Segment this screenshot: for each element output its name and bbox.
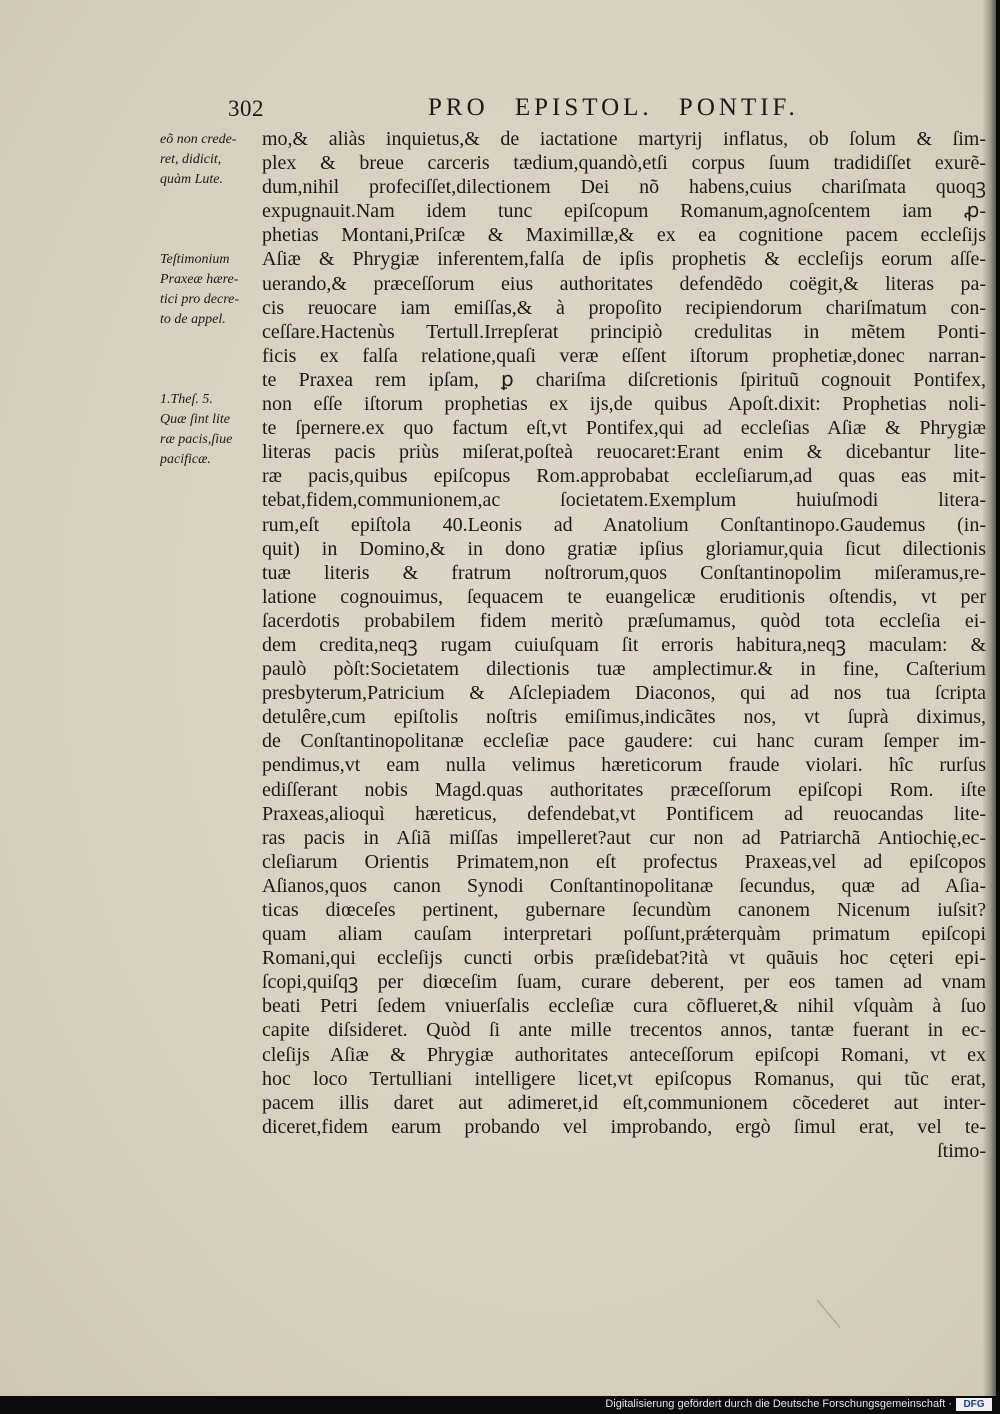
margin-note-line: tici pro decre-	[160, 292, 240, 307]
text-line: te ſpernere.ex quo factum eſt,vt Pontifex,qui ad eccleſias Aſiæ & Phrygiæ	[262, 417, 986, 440]
text-line: pacem illis daret aut adimeret,id eſt,communionem cõcederet aut inter-	[262, 1091, 986, 1114]
text-line: detulêre,cum epiſtolis noſtris emiſimus,indicãtes nos, vt ſuprà diximus,	[262, 706, 986, 729]
text-line: ficis ex falſa relatione,quaſi veræ eſſent iſtorum prophetiæ,donec narran-	[262, 344, 986, 367]
funding-credit: Digitalisierung gefördert durch die Deutsche Forschungsgemeinschaft ·	[605, 1398, 952, 1410]
text-line: Aſianos,quos canon Synodi Conſtantinopolitanæ ſecundus, quæ ad Aſia-	[262, 874, 986, 897]
margin-note-line	[160, 210, 260, 230]
text-line: phetias Montani,Priſcæ & Maximillæ,& ex ea cognitione pacem eccleſijs	[262, 224, 986, 247]
text-line: de Conſtantinopolitanæ eccleſiæ pace gaudere: cui hanc curam ſemper im-	[262, 730, 986, 753]
margin-note-line	[160, 330, 260, 350]
text-line: paulò pòſt:Societatem dilectionis tuæ amplectimur.& in fine, Caſterium	[262, 658, 986, 681]
paper-crease	[817, 1288, 855, 1328]
text-line: latione cognouimus, ſequacem te euangelicæ eruditionis oſtendis, vt per	[262, 585, 986, 608]
text-line: ticas diœceſes pertinent, gubernare ſecundùm canonem Nicenum iuſsit?	[262, 899, 986, 921]
margin-note-line	[160, 230, 260, 250]
text-line: pendimus,vt eam nulla velimus hæreticorum fraude violari. hîc rurſus	[262, 754, 986, 777]
text-line: ceſſare.Hactenùs Tertull.Irrepſerat principiò credulitas in mẽtem Ponti-	[262, 320, 986, 343]
text-line: Praxeas,alioquì hæreticus, defendebat,vt Pontificem ad reuocandas lite-	[262, 802, 986, 825]
text-line: te Praxea rem ipſam, ꝑ chariſma diſcretionis ſpirituũ cognouit Pontifex,	[262, 368, 986, 391]
page-header	[228, 92, 968, 132]
page-number: 302	[228, 96, 264, 121]
text-line: dum,nihil profeciſſet,dilectionem Dei nõ habens,cuius chariſmata quoqꝫ	[262, 176, 986, 199]
margin-note-line	[160, 190, 260, 210]
text-line: capite diſsideret. Quòd ſi ante mille trecentos annos, tantæ fuerant in ec-	[262, 1019, 986, 1042]
text-line: literas pacis priùs miſerat,poſteà reuocaret:Erant enim & dicebantur lite-	[262, 441, 986, 464]
text-line: quam aliam cauſam interpretari poſſunt,prǽterquàm primatum epiſcopi	[262, 923, 986, 946]
margin-note-line: 1.Theſ. 5.	[160, 392, 213, 407]
text-line: expugnauit.Nam idem tunc epiſcopum Romanum,agnoſcentem iam ꝓ-	[262, 200, 986, 223]
text-line: cis reuocare iam emiſſas,& à propoſito recipiendorum chariſmatum con-	[262, 296, 986, 319]
text-line: cleſijs Aſiæ & Phrygiæ authoritates anteceſſorum epiſcopi Romani, vt ex	[262, 1043, 986, 1066]
running-head: PRO EPISTOL. PONTIF.	[428, 94, 799, 121]
text-line: ræ pacis,quibus epiſcopus Rom.approbabat eccleſiarum,ad quas eas mit-	[262, 465, 986, 488]
dfg-logo: DFG	[956, 1398, 992, 1411]
text-line: mo,& aliàs inquietus,& de iactatione martyrij inflatus, ob ſolum & ſim-	[262, 128, 986, 150]
text-line: diceret,fidem earum probando vel improbando, ergò ſimul erat, vel te-	[262, 1115, 986, 1138]
margin-note-line: pacificæ.	[160, 452, 211, 467]
text-line: beati Petri ſedem vniuerſalis eccleſiæ cura cõflueret,& nihil vſquàm à ſuo	[262, 995, 986, 1018]
margin-note-line: to de appel.	[160, 312, 226, 327]
text-line: non eſſe iſtorum prophetias ex ijs,de quibus Apoſt.dixit: Prophetias noli-	[262, 393, 986, 416]
margin-note-line: Quæ ſint lite	[160, 412, 230, 427]
text-line: ſtimo-	[937, 1139, 986, 1162]
margin-notes	[160, 130, 260, 470]
text-line: dem credita,neqꝫ rugam cuiuſquam ſit erroris habitura,neqꝫ maculam: &	[262, 633, 986, 656]
text-line: ras pacis in Aſiã miſſas impelleret?aut cur non ad Patriarchã Antiochię,ec-	[262, 826, 986, 849]
text-line: tebat,fidem,communionem,ac ſocietatem.Exemplum huiuſmodi litera-	[262, 489, 986, 512]
text-line: ediſſerant nobis Magd.quas authoritates præceſſorum epiſcopi Rom. iſte	[262, 778, 986, 801]
margin-note-line: ret, didicit,	[160, 152, 222, 167]
text-line: ſacerdotis probabilem fidem meritò præſumamus, quòd tota eccleſia ei-	[262, 609, 986, 632]
margin-note-line: ræ pacis,ſiue	[160, 432, 233, 447]
margin-note-line: eõ non crede-	[160, 132, 237, 147]
text-line: plex & breue carceris tædium,quandò,etſi corpus ſuum tradidiſſet exurẽ-	[262, 152, 986, 175]
margin-note-line: quàm Lute.	[160, 172, 223, 187]
margin-note-line: Teſtimonium	[160, 252, 230, 267]
text-line: tuæ literis & fratrum noſtrorum,quos Conſtantinopolim miſeramus,re-	[262, 561, 986, 584]
margin-note-line	[160, 350, 260, 370]
text-line: Romani,qui eccleſijs cuncti orbis præſidebat?ità vt quãuis hoc cęteri epi-	[262, 947, 986, 970]
text-line: hoc loco Tertulliani intelligere licet,vt epiſcopus Romanus, qui tũc erat,	[262, 1067, 986, 1090]
margin-note-line	[160, 370, 260, 390]
text-line: uerando,& præceſſorum eius authoritates defendẽdo coëgit,& literas pa-	[262, 272, 986, 295]
text-line: Aſiæ & Phrygiæ inferentem,falſa de ipſis prophetis & eccleſijs eorum aſſe-	[262, 248, 986, 271]
text-line: presbyterum,Patricium & Aſclepiadem Diaconos, qui ad nos tua ſcripta	[262, 682, 986, 705]
text-line: rum,eſt epiſtola 40.Leonis ad Anatolium Conſtantinopo.Gaudemus (in-	[262, 513, 986, 536]
text-line: cleſiarum Orientis Primatem,non eſt profectus Praxeas,vel ad epiſcopos	[262, 850, 986, 873]
text-line: ſcopi,quiſqꝫ per diœceſim ſuam, curare deberent, per eos tamen ad vnam	[262, 971, 986, 994]
margin-note-line: Praxeæ hære-	[160, 272, 239, 287]
body-text	[262, 127, 986, 1163]
text-line: quit) in Domino,& in dono gratiæ ipſius gloriamur,quia ſicut dilectionis	[262, 537, 986, 560]
footer-bar	[0, 1396, 1000, 1414]
